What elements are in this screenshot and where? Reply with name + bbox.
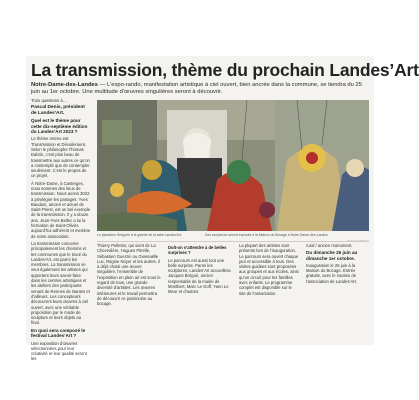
intro-text: Trois questions à… — [31, 98, 67, 103]
lead-place: Notre-Dame-des-Landes — [31, 82, 99, 88]
lead-text: — L’expo-rando, manifestation artistique à ciel ouvert, bien ancrée dans la commune, se tiendra du 25 juin au 1er octobre. Une multitude d’œuvres singulières seront à découvrir. — [31, 82, 362, 95]
column-4-text: La plupart des artistes sont présents lors de l’inauguration. Le parcours sera ouvert chaque jour et accessible à tous. Des visites guidées sont proposées aux groupes et aux écoles, ainsi qu’un circuit pour les familles avec enfants. Le programme complet est disponible sur le site de l’association. — [239, 243, 299, 296]
answer-1b: À Notre-Dame, à Casterges, nous sommes des lieux de transmission. Nous avons 2022 à privilégier les partages. Yves Bauduin, ancien et actuel de Saint-Priest, est un bel exemple de la transmission. Il y a douze ans, Jean-Yves Bellec a lui la formation de Saint-Olivier, aujourd’hui adhérent et membre de notre association. — [31, 180, 91, 239]
column-4 — [239, 243, 299, 338]
article-title: La transmission, thème du prochain Landes’Art — [31, 60, 419, 80]
article-photo — [97, 100, 369, 231]
event-dates: Du dimanche 25 juin au dimanche 1er octobre. — [306, 250, 358, 261]
answer-2: Une exposition d’œuvres sélectionnées pour leur créativité et leur qualité seront les — [31, 340, 87, 362]
interviewee: Pascal Denis, président de Landes’Art. — [31, 105, 85, 116]
column-1 — [31, 98, 91, 362]
column-5-intro: rural / ancien monument. — [306, 243, 353, 248]
article-lead — [31, 82, 369, 96]
question-3: Doit-on s’attendre à de belles surprises ? — [168, 245, 227, 256]
question-1: Quel est le thème pour cette dix-septième édition du Landes’Art 2023 ? — [31, 118, 88, 134]
answer-3: Le parcours est aussi tout une belle surprise. Parmi les sculptures, Landes’Art accueillera Jacques Brégué, ancien responsable de la mairie de Montbert, Marc Le Goff, Yann Le Meur et d’autres. — [168, 257, 231, 295]
column-2-text: Thierry Pelletier, qui vient de La Chevrolière, Hugues Pitrelle, Sébastien Guerzin ou Gwenaëlle Luc, Régine Noyer et les autres. Il a déjà choisi une œuvre singulière, l’ensemble de l’exposition en plein air est sous le regard de tous, une grande diversité d’artistes. Les œuvres intérieures et le travail permettra de découvrir ce patrimoine au bocage. — [97, 243, 161, 307]
photo-image — [97, 100, 369, 231]
question-2: En quoi sera composé le festival Landes’Art ? — [31, 327, 86, 339]
newspaper-page — [27, 57, 419, 362]
answer-1c: La transmission concerne principalement les chemins et les communes que le tracé du Landes’Art, est parmi les membres. La transmission se veut également les artistes qui apportent leurs savoir-faire dans les centres artistiques et les ateliers des participants venant de Rennes de Nantes et d’ailleurs. Les concepteurs découvrent leurs œuvres à ciel ouvert, avec une véritable proposition par le mode de sculpture et leurs objets au final. — [31, 240, 90, 326]
column-divider — [97, 241, 369, 242]
column-3 — [168, 243, 232, 338]
photo-caption-2: Des sculpteurs seront exposés à la Maison du Bocage à Notre-Dame-des-Landes. — [205, 233, 329, 237]
column-5 — [306, 243, 368, 338]
answer-1a: Le thème retenu est Transmission et Dévoilement. Selon le philosophe Thomas Dabrin, c’est plus beau de transmettre aux autres ce qu’on a contemplé que de contempler seulement. C’est le propos de ce projet. — [31, 136, 90, 179]
photo-caption-1: Le plasticien Grégoire à la galerie de la salle Landes’Art. — [97, 233, 182, 237]
column-5-text: Inauguration le 25 juin à la Maison du Bocage. Entrée gratuite, avec le soutien de l’association de Landes’Art. — [306, 262, 357, 284]
photo-credit: © Ouest-France — [347, 239, 369, 243]
column-2 — [97, 243, 161, 338]
